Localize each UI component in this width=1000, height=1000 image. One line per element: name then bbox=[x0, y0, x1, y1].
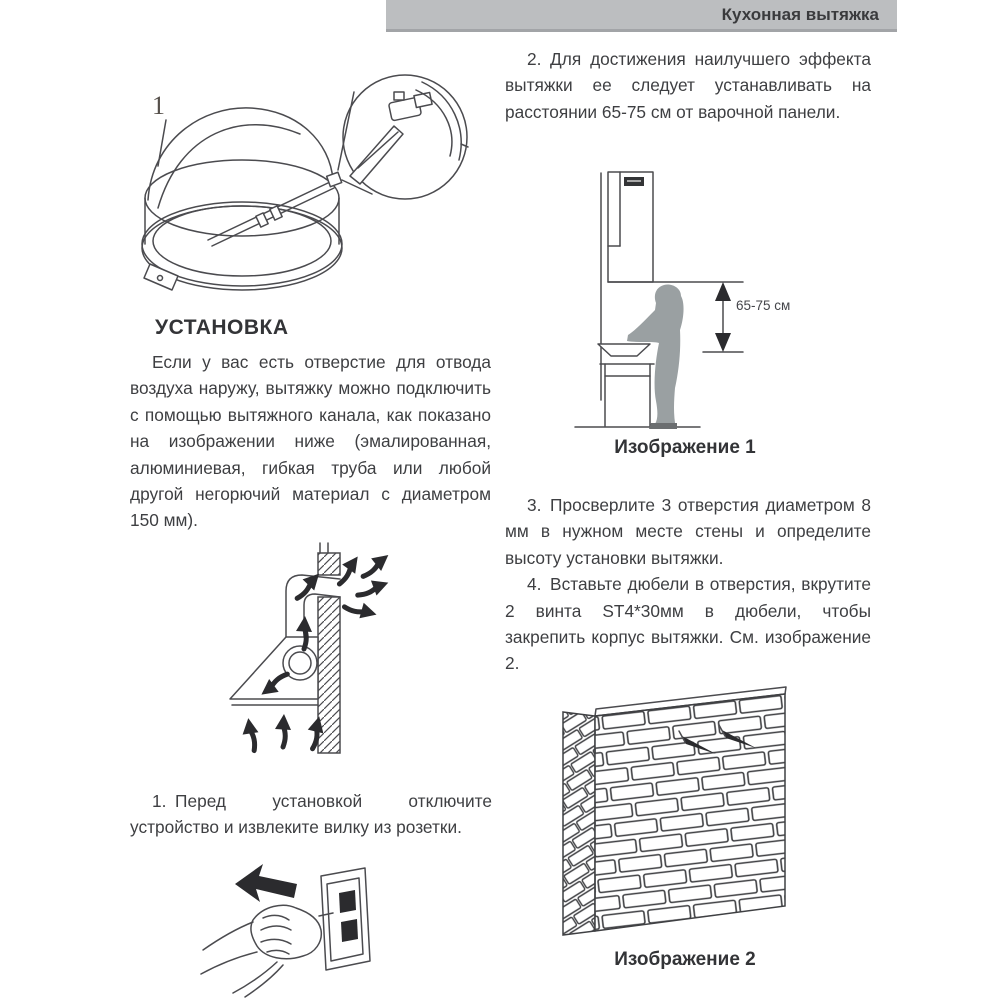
step-4-text: 4. Вставьте дюбели в отверстия, вкрутите 2 винта ST4*30мм в дюбели, чтобы закрепить корпус вытяжки. См. изображение 2. bbox=[505, 574, 871, 674]
step-1-block bbox=[130, 788, 492, 841]
dimension-label: 65-75 см bbox=[736, 298, 791, 313]
dimension-arrow bbox=[715, 282, 790, 352]
hood-body-drawing bbox=[142, 108, 342, 290]
wall-section bbox=[318, 543, 340, 753]
figure-2-illustration bbox=[550, 684, 800, 942]
step-1-text: 1. Перед установкой отключите устройство и извлеките вилку из розетки. bbox=[130, 791, 492, 838]
figure-1-illustration bbox=[560, 160, 860, 440]
section-heading: УСТАНОВКА bbox=[155, 316, 289, 339]
page-header-title: Кухонная вытяжка bbox=[721, 5, 879, 24]
step-2-block bbox=[505, 46, 871, 125]
step-3-text: 3. Просверлите 3 отверстия диаметром 8 мм в нужном месте стены и определите высоту установки вытяжки. bbox=[505, 495, 871, 568]
intro-paragraph-block bbox=[130, 349, 491, 534]
callout-detail-circle bbox=[338, 75, 468, 199]
steps-3-4-block bbox=[505, 492, 871, 677]
person-silhouette bbox=[627, 285, 684, 429]
duct-venting-illustration bbox=[220, 541, 438, 765]
brick-wall bbox=[563, 687, 786, 935]
wall-outlet bbox=[321, 868, 370, 970]
callout-number: 1 bbox=[152, 91, 165, 120]
part-callout-label bbox=[152, 91, 166, 166]
unplug-illustration bbox=[193, 858, 435, 1000]
step-2-text: 2. Для достижения наилучшего эффекта вытяжки ее следует устанавливать на расстоянии 65-75 см от варочной панели. bbox=[505, 49, 871, 122]
pull-direction-arrow bbox=[235, 864, 297, 902]
figure-1-caption: Изображение 1 bbox=[614, 437, 756, 458]
intro-paragraph: Если у вас есть отверстие для отвода воздуха наружу, вытяжку можно подключить с помощью вытяжного канала, как показано на изображении ниже (эмалированная, алюминиевая, гибкая труба или любой другой негорючий материал с диаметром 150 мм). bbox=[130, 352, 491, 531]
page-header-bar bbox=[386, 0, 897, 32]
figure-2-caption: Изображение 2 bbox=[614, 949, 756, 970]
hand-pulling-plug bbox=[201, 905, 333, 997]
hood-top-illustration bbox=[122, 48, 494, 306]
